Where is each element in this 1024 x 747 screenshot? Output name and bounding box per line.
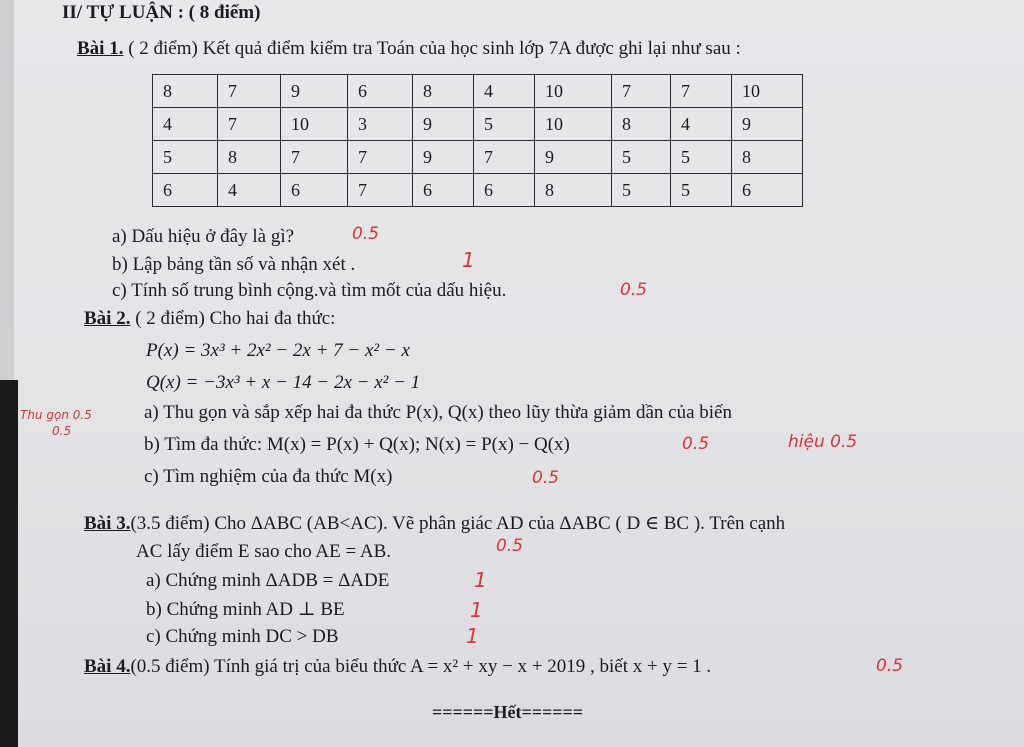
score-cell: 4 bbox=[671, 108, 732, 141]
bai3-b: b) Chứng minh AD ⊥ BE bbox=[146, 599, 345, 620]
end-marker: ======Hết====== bbox=[432, 702, 584, 722]
score-cell: 8 bbox=[535, 174, 612, 207]
score-cell: 7 bbox=[281, 141, 348, 174]
score-cell: 8 bbox=[612, 108, 671, 141]
score-cell: 3 bbox=[348, 108, 413, 141]
bai3-heading bbox=[84, 512, 785, 535]
bai3-label: Bài 3. bbox=[84, 513, 131, 534]
score-cell: 8 bbox=[413, 75, 474, 108]
table-row bbox=[153, 174, 803, 207]
score-cell: 6 bbox=[153, 174, 218, 207]
score-cell: 8 bbox=[732, 141, 803, 174]
score-cell: 4 bbox=[474, 75, 535, 108]
mark-bai3c: 1 bbox=[466, 624, 479, 648]
score-cell: 7 bbox=[218, 75, 281, 108]
score-cell: 6 bbox=[732, 174, 803, 207]
score-cell: 5 bbox=[474, 108, 535, 141]
score-cell: 8 bbox=[218, 141, 281, 174]
score-cell: 7 bbox=[612, 75, 671, 108]
score-table bbox=[152, 74, 803, 207]
mark-bai1b: 1 bbox=[462, 248, 475, 272]
score-cell: 10 bbox=[281, 108, 348, 141]
score-cell: 6 bbox=[413, 174, 474, 207]
score-cell: 6 bbox=[348, 75, 413, 108]
bai3-a: a) Chứng minh ΔADB = ΔADE bbox=[146, 570, 390, 591]
polynomial-p: P(x) = 3x³ + 2x² − 2x + 7 − x² − x bbox=[146, 340, 410, 361]
polynomial-q: Q(x) = −3x³ + x − 14 − 2x − x² − 1 bbox=[146, 372, 421, 393]
bai2-a: a) Thu gọn và sắp xếp hai đa thức P(x), Q(x) theo lũy thừa giảm dần của biến bbox=[144, 402, 732, 423]
mark-bai4: 0.5 bbox=[876, 656, 904, 676]
bai1-text: ( 2 điểm) Kết quả điểm kiểm tra Toán của học sinh lớp 7A được ghi lại như sau : bbox=[123, 38, 741, 59]
bai4-heading bbox=[84, 656, 711, 678]
bai2-label: Bài 2. bbox=[84, 308, 131, 329]
mark-thugon: Thu gọn 0.5 bbox=[20, 408, 92, 422]
mark-bai3a: 1 bbox=[474, 568, 487, 592]
bai1-a: a) Dấu hiệu ở đây là gì? bbox=[112, 226, 295, 247]
bai3-c: c) Chứng minh DC > DB bbox=[146, 626, 339, 647]
mark-bai1c: 0.5 bbox=[620, 280, 648, 300]
score-cell: 9 bbox=[281, 75, 348, 108]
score-cell: 9 bbox=[413, 141, 474, 174]
score-cell: 7 bbox=[348, 174, 413, 207]
table-row bbox=[153, 141, 803, 174]
score-cell: 7 bbox=[474, 141, 535, 174]
bai4-text: (0.5 điểm) Tính giá trị của biểu thức A = x² + xy − x + 2019 , biết x + y = 1 . bbox=[130, 656, 712, 677]
score-cell: 9 bbox=[413, 108, 474, 141]
score-cell: 4 bbox=[153, 108, 218, 141]
score-cell: 9 bbox=[535, 141, 612, 174]
score-cell: 9 bbox=[732, 108, 803, 141]
bai4-label: Bài 4. bbox=[84, 656, 131, 677]
table-row bbox=[153, 75, 803, 108]
bai2-heading bbox=[84, 308, 335, 330]
score-cell: 10 bbox=[535, 75, 612, 108]
score-cell: 5 bbox=[612, 141, 671, 174]
score-cell: 5 bbox=[671, 141, 732, 174]
score-cell: 7 bbox=[348, 141, 413, 174]
mark-bai1a: 0.5 bbox=[352, 224, 380, 244]
mark-bai2c: 0.5 bbox=[532, 468, 560, 488]
bai3-text2: AC lấy điểm E sao cho AE = AB. bbox=[136, 541, 392, 562]
mark-bai2b-m: 0.5 bbox=[682, 434, 710, 454]
bai2-b: b) Tìm đa thức: M(x) = P(x) + Q(x); N(x) = P(x) − Q(x) bbox=[144, 434, 570, 455]
score-cell: 7 bbox=[671, 75, 732, 108]
score-cell: 6 bbox=[474, 174, 535, 207]
score-cell: 10 bbox=[732, 75, 803, 108]
bai2-text: ( 2 điểm) Cho hai đa thức: bbox=[130, 308, 336, 329]
bai1-c: c) Tính số trung bình cộng.và tìm mốt của dấu hiệu. bbox=[112, 280, 507, 301]
mark-bai3-intro: 0.5 bbox=[496, 536, 524, 556]
mark-bai3b: 1 bbox=[470, 598, 483, 622]
mark-bai2b-n: hiệu 0.5 bbox=[788, 432, 858, 452]
mark-thugon-score: 0.5 bbox=[52, 424, 72, 438]
table-row bbox=[153, 108, 803, 141]
bai1-heading bbox=[77, 38, 741, 60]
bai1-label: Bài 1. bbox=[77, 38, 124, 59]
score-cell: 5 bbox=[153, 141, 218, 174]
dark-edge bbox=[0, 380, 18, 747]
bai2-c: c) Tìm nghiệm của đa thức M(x) bbox=[144, 466, 393, 487]
section-title: II/ TỰ LUẬN : ( 8 điểm) bbox=[62, 2, 261, 23]
score-cell: 5 bbox=[671, 174, 732, 207]
score-cell: 8 bbox=[153, 75, 218, 108]
score-cell: 6 bbox=[281, 174, 348, 207]
bai3-text1: (3.5 điểm) Cho ΔABC (AB<AC). Vẽ phân giác AD của ΔABC ( D ∈ BC ). Trên cạnh bbox=[130, 513, 786, 534]
score-cell: 10 bbox=[535, 108, 612, 141]
score-cell: 7 bbox=[218, 108, 281, 141]
score-cell: 4 bbox=[218, 174, 281, 207]
score-cell: 5 bbox=[612, 174, 671, 207]
bai1-b: b) Lập bảng tần số và nhận xét . bbox=[112, 254, 356, 275]
